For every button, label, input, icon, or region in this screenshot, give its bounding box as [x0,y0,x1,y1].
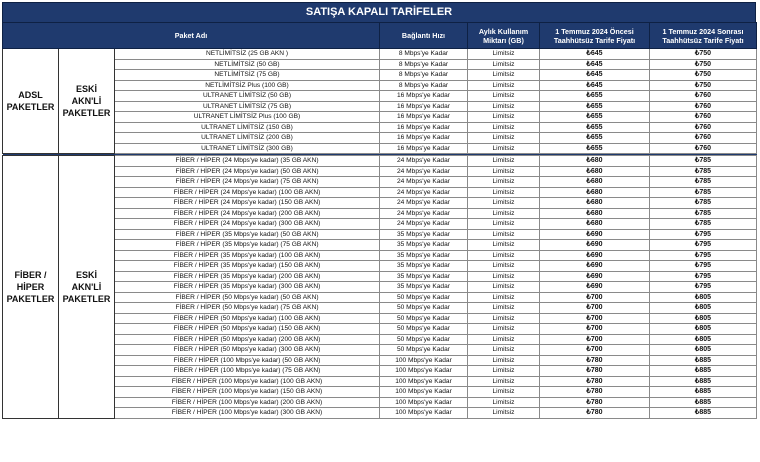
price-before-cell: ₺780 [540,355,650,366]
speed-cell: 50 Mbps'ye Kadar [380,334,468,345]
price-before-cell: ₺680 [540,198,650,209]
speed-cell: 16 Mbps'ye Kadar [380,122,468,133]
package-name-cell: FİBER / HİPER (35 Mbps'ye kadar) (75 GB AKN) [115,240,380,251]
speed-cell: 100 Mbps'ye Kadar [380,397,468,408]
category-cell: ADSL PAKETLER [3,49,59,154]
price-before-cell: ₺655 [540,101,650,112]
speed-cell: 16 Mbps'ye Kadar [380,133,468,144]
speed-cell: 16 Mbps'ye Kadar [380,143,468,154]
usage-cell: Limitsiz [468,59,540,70]
usage-cell: Limitsiz [468,208,540,219]
speed-cell: 100 Mbps'ye Kadar [380,387,468,398]
price-before-cell: ₺655 [540,122,650,133]
price-after-cell: ₺760 [650,133,757,144]
table-row [3,345,757,356]
table-row [3,355,757,366]
table-row [3,49,757,60]
table-row [3,282,757,293]
price-before-cell: ₺690 [540,229,650,240]
table-row [3,334,757,345]
speed-cell: 35 Mbps'ye Kadar [380,282,468,293]
price-before-cell: ₺655 [540,91,650,102]
usage-cell: Limitsiz [468,70,540,81]
table-row [3,376,757,387]
speed-cell: 35 Mbps'ye Kadar [380,250,468,261]
price-after-cell: ₺760 [650,143,757,154]
price-after-cell: ₺785 [650,177,757,188]
usage-cell: Limitsiz [468,345,540,356]
price-after-cell: ₺750 [650,80,757,91]
package-name-cell: FİBER / HİPER (100 Mbps'ye kadar) (200 GB AKN) [115,397,380,408]
table-row [3,313,757,324]
table-row [3,397,757,408]
package-name-cell: FİBER / HİPER (24 Mbps'ye kadar) (50 GB AKN) [115,166,380,177]
tariff-document [2,2,756,419]
usage-cell: Limitsiz [468,80,540,91]
table-row [3,229,757,240]
table-row [3,250,757,261]
table-row [3,80,757,91]
price-after-cell: ₺785 [650,156,757,167]
price-before-cell: ₺780 [540,387,650,398]
speed-cell: 50 Mbps'ye Kadar [380,303,468,314]
speed-cell: 100 Mbps'ye Kadar [380,408,468,419]
subcategory-cell: ESKİ AKN'Lİ PAKETLER [59,49,115,154]
price-before-cell: ₺680 [540,208,650,219]
usage-cell: Limitsiz [468,177,540,188]
speed-cell: 24 Mbps'ye Kadar [380,219,468,230]
table-row [3,240,757,251]
package-name-cell: FİBER / HİPER (35 Mbps'ye kadar) (200 GB AKN) [115,271,380,282]
package-name-cell: ULTRANET LİMİTSİZ (50 GB) [115,91,380,102]
price-before-cell: ₺700 [540,324,650,335]
price-before-cell: ₺690 [540,261,650,272]
speed-cell: 100 Mbps'ye Kadar [380,376,468,387]
table-row [3,112,757,123]
speed-cell: 8 Mbps'ye Kadar [380,70,468,81]
usage-cell: Limitsiz [468,250,540,261]
package-name-cell: FİBER / HİPER (24 Mbps'ye kadar) (150 GB AKN) [115,198,380,209]
table-row [3,324,757,335]
package-name-cell: NETLİMİTSİZ (75 GB) [115,70,380,81]
price-after-cell: ₺795 [650,240,757,251]
table-row [3,261,757,272]
price-before-cell: ₺655 [540,133,650,144]
package-name-cell: FİBER / HİPER (35 Mbps'ye kadar) (300 GB AKN) [115,282,380,293]
speed-cell: 24 Mbps'ye Kadar [380,187,468,198]
header-usage: Aylık Kullanım Miktarı (GB) [468,23,540,49]
price-before-cell: ₺680 [540,177,650,188]
price-after-cell: ₺795 [650,250,757,261]
table-row [3,143,757,154]
usage-cell: Limitsiz [468,366,540,377]
subcategory-cell: ESKİ AKN'Lİ PAKETLER [59,156,115,419]
package-name-cell: FİBER / HİPER (100 Mbps'ye kadar) (50 GB AKN) [115,355,380,366]
usage-cell: Limitsiz [468,198,540,209]
usage-cell: Limitsiz [468,49,540,60]
package-name-cell: FİBER / HİPER (24 Mbps'ye kadar) (75 GB AKN) [115,177,380,188]
package-name-cell: FİBER / HİPER (50 Mbps'ye kadar) (75 GB AKN) [115,303,380,314]
usage-cell: Limitsiz [468,376,540,387]
price-after-cell: ₺760 [650,112,757,123]
speed-cell: 24 Mbps'ye Kadar [380,177,468,188]
price-after-cell: ₺805 [650,345,757,356]
price-before-cell: ₺690 [540,271,650,282]
usage-cell: Limitsiz [468,143,540,154]
speed-cell: 50 Mbps'ye Kadar [380,292,468,303]
usage-cell: Limitsiz [468,166,540,177]
table-row [3,166,757,177]
price-after-cell: ₺795 [650,229,757,240]
speed-cell: 35 Mbps'ye Kadar [380,240,468,251]
price-after-cell: ₺805 [650,303,757,314]
price-before-cell: ₺680 [540,156,650,167]
package-name-cell: FİBER / HİPER (50 Mbps'ye kadar) (200 GB AKN) [115,334,380,345]
table-row [3,303,757,314]
price-after-cell: ₺885 [650,366,757,377]
package-name-cell: ULTRANET LİMİTSİZ (150 GB) [115,122,380,133]
usage-cell: Limitsiz [468,122,540,133]
package-name-cell: FİBER / HİPER (24 Mbps'ye kadar) (35 GB AKN) [115,156,380,167]
speed-cell: 100 Mbps'ye Kadar [380,366,468,377]
usage-cell: Limitsiz [468,156,540,167]
usage-cell: Limitsiz [468,313,540,324]
price-after-cell: ₺795 [650,282,757,293]
speed-cell: 24 Mbps'ye Kadar [380,156,468,167]
package-name-cell: NETLİMİTSİZ (50 GB) [115,59,380,70]
table-row [3,91,757,102]
usage-cell: Limitsiz [468,292,540,303]
price-after-cell: ₺795 [650,271,757,282]
table-row [3,198,757,209]
usage-cell: Limitsiz [468,112,540,123]
price-after-cell: ₺760 [650,91,757,102]
price-before-cell: ₺655 [540,143,650,154]
price-after-cell: ₺760 [650,122,757,133]
price-before-cell: ₺690 [540,240,650,251]
usage-cell: Limitsiz [468,334,540,345]
price-before-cell: ₺780 [540,366,650,377]
usage-cell: Limitsiz [468,187,540,198]
price-after-cell: ₺750 [650,59,757,70]
price-after-cell: ₺885 [650,408,757,419]
price-before-cell: ₺680 [540,166,650,177]
speed-cell: 16 Mbps'ye Kadar [380,112,468,123]
usage-cell: Limitsiz [468,282,540,293]
speed-cell: 100 Mbps'ye Kadar [380,355,468,366]
usage-cell: Limitsiz [468,91,540,102]
price-after-cell: ₺750 [650,49,757,60]
header-price-after: 1 Temmuz 2024 Sonrası Taahhütsüz Tarife Fiyatı [650,23,757,49]
package-name-cell: FİBER / HİPER (50 Mbps'ye kadar) (150 GB AKN) [115,324,380,335]
package-name-cell: FİBER / HİPER (35 Mbps'ye kadar) (100 GB AKN) [115,250,380,261]
package-name-cell: FİBER / HİPER (50 Mbps'ye kadar) (50 GB AKN) [115,292,380,303]
package-name-cell: FİBER / HİPER (24 Mbps'ye kadar) (200 GB AKN) [115,208,380,219]
price-after-cell: ₺785 [650,166,757,177]
speed-cell: 8 Mbps'ye Kadar [380,80,468,91]
table-row [3,271,757,282]
package-name-cell: FİBER / HİPER (35 Mbps'ye kadar) (50 GB AKN) [115,229,380,240]
usage-cell: Limitsiz [468,240,540,251]
speed-cell: 16 Mbps'ye Kadar [380,101,468,112]
speed-cell: 24 Mbps'ye Kadar [380,208,468,219]
table-row [3,122,757,133]
tariff-table [2,22,757,419]
price-before-cell: ₺680 [540,187,650,198]
speed-cell: 35 Mbps'ye Kadar [380,229,468,240]
table-row [3,387,757,398]
usage-cell: Limitsiz [468,229,540,240]
package-name-cell: FİBER / HİPER (100 Mbps'ye kadar) (75 GB AKN) [115,366,380,377]
price-before-cell: ₺680 [540,219,650,230]
table-row [3,59,757,70]
price-before-cell: ₺645 [540,70,650,81]
price-before-cell: ₺700 [540,292,650,303]
price-before-cell: ₺780 [540,397,650,408]
price-before-cell: ₺700 [540,313,650,324]
package-name-cell: FİBER / HİPER (24 Mbps'ye kadar) (100 GB AKN) [115,187,380,198]
table-row [3,408,757,419]
table-row [3,101,757,112]
speed-cell: 24 Mbps'ye Kadar [380,198,468,209]
table-row [3,70,757,81]
usage-cell: Limitsiz [468,261,540,272]
header-price-before: 1 Temmuz 2024 Öncesi Taahhütsüz Tarife Fiyatı [540,23,650,49]
usage-cell: Limitsiz [468,271,540,282]
package-name-cell: ULTRANET LİMİTSİZ (200 GB) [115,133,380,144]
usage-cell: Limitsiz [468,397,540,408]
category-cell: FİBER / HİPER PAKETLER [3,156,59,419]
price-before-cell: ₺645 [540,59,650,70]
table-row [3,133,757,144]
price-before-cell: ₺780 [540,376,650,387]
price-after-cell: ₺885 [650,397,757,408]
speed-cell: 50 Mbps'ye Kadar [380,313,468,324]
table-row [3,156,757,167]
price-after-cell: ₺785 [650,219,757,230]
price-after-cell: ₺885 [650,376,757,387]
table-row [3,187,757,198]
package-name-cell: ULTRANET LİMİTSİZ (300 GB) [115,143,380,154]
tariff-body [3,49,757,419]
package-name-cell: NETLİMİTSİZ (25 GB AKN ) [115,49,380,60]
package-name-cell: ULTRANET LİMİTSİZ Plus (100 GB) [115,112,380,123]
usage-cell: Limitsiz [468,324,540,335]
price-after-cell: ₺885 [650,355,757,366]
table-row [3,177,757,188]
price-after-cell: ₺885 [650,387,757,398]
price-before-cell: ₺700 [540,345,650,356]
price-before-cell: ₺655 [540,112,650,123]
package-name-cell: FİBER / HİPER (24 Mbps'ye kadar) (300 GB AKN) [115,219,380,230]
header-row [3,23,757,49]
speed-cell: 50 Mbps'ye Kadar [380,324,468,335]
price-after-cell: ₺795 [650,261,757,272]
price-after-cell: ₺785 [650,208,757,219]
price-before-cell: ₺700 [540,303,650,314]
header-package-name: Paket Adı [3,23,380,49]
table-row [3,292,757,303]
price-after-cell: ₺805 [650,324,757,335]
table-row [3,366,757,377]
speed-cell: 16 Mbps'ye Kadar [380,91,468,102]
package-name-cell: ULTRANET LİMİTSİZ (75 GB) [115,101,380,112]
speed-cell: 8 Mbps'ye Kadar [380,59,468,70]
package-name-cell: FİBER / HİPER (100 Mbps'ye kadar) (150 GB AKN) [115,387,380,398]
price-after-cell: ₺805 [650,292,757,303]
package-name-cell: FİBER / HİPER (100 Mbps'ye kadar) (100 GB AKN) [115,376,380,387]
package-name-cell: FİBER / HİPER (35 Mbps'ye kadar) (150 GB AKN) [115,261,380,272]
page-title: SATIŞA KAPALI TARİFELER [2,2,756,22]
usage-cell: Limitsiz [468,133,540,144]
price-after-cell: ₺785 [650,198,757,209]
package-name-cell: FİBER / HİPER (50 Mbps'ye kadar) (100 GB AKN) [115,313,380,324]
price-before-cell: ₺645 [540,49,650,60]
table-row [3,219,757,230]
speed-cell: 50 Mbps'ye Kadar [380,345,468,356]
price-before-cell: ₺645 [540,80,650,91]
price-before-cell: ₺700 [540,334,650,345]
price-before-cell: ₺690 [540,250,650,261]
price-after-cell: ₺805 [650,334,757,345]
price-after-cell: ₺750 [650,70,757,81]
header-speed: Bağlantı Hızı [380,23,468,49]
usage-cell: Limitsiz [468,355,540,366]
speed-cell: 8 Mbps'ye Kadar [380,49,468,60]
package-name-cell: NETLİMİTSİZ Plus (100 GB) [115,80,380,91]
speed-cell: 35 Mbps'ye Kadar [380,261,468,272]
usage-cell: Limitsiz [468,303,540,314]
package-name-cell: FİBER / HİPER (100 Mbps'ye kadar) (300 GB AKN) [115,408,380,419]
usage-cell: Limitsiz [468,219,540,230]
package-name-cell: FİBER / HİPER (50 Mbps'ye kadar) (300 GB AKN) [115,345,380,356]
speed-cell: 24 Mbps'ye Kadar [380,166,468,177]
usage-cell: Limitsiz [468,101,540,112]
price-after-cell: ₺785 [650,187,757,198]
table-row [3,208,757,219]
price-before-cell: ₺780 [540,408,650,419]
usage-cell: Limitsiz [468,387,540,398]
usage-cell: Limitsiz [468,408,540,419]
speed-cell: 35 Mbps'ye Kadar [380,271,468,282]
price-after-cell: ₺760 [650,101,757,112]
price-before-cell: ₺690 [540,282,650,293]
price-after-cell: ₺805 [650,313,757,324]
